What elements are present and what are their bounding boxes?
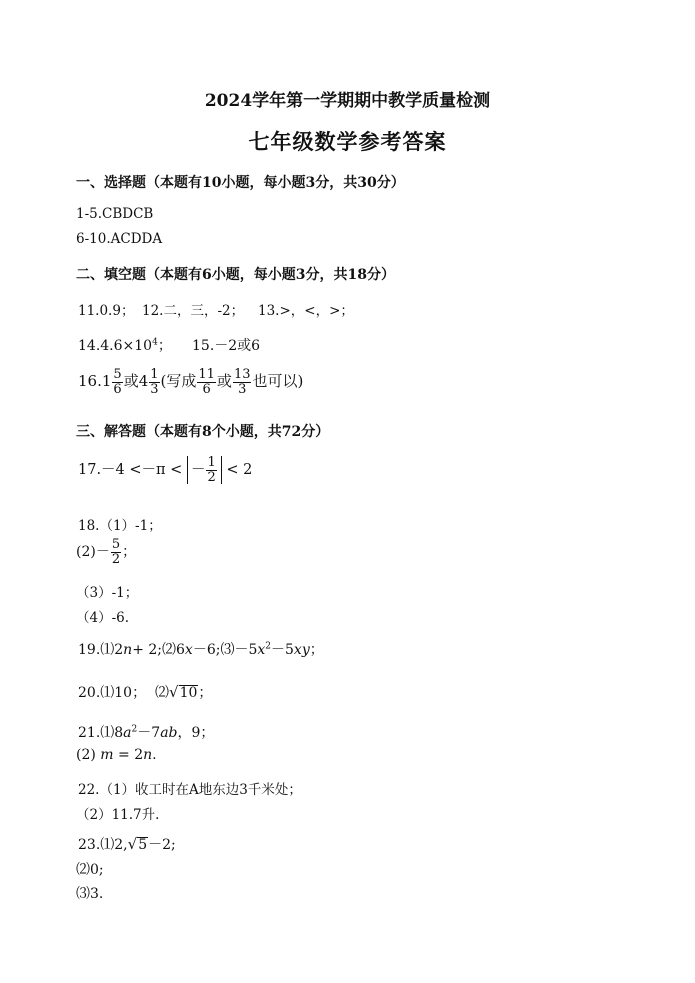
answer-q15: 15.－2或6 (192, 338, 261, 354)
q16-or-1: 或4 (123, 372, 149, 391)
q18-2-prefix: (2)－ (76, 544, 110, 561)
q19-var-n: n (123, 642, 133, 658)
answer-q18-3: （3）-1； (76, 585, 139, 601)
q17-abs-num: 1 (207, 455, 216, 470)
q21-part-a: 21.⑴8 (78, 725, 124, 741)
q20-radical-icon: √ (169, 683, 179, 701)
answer-line-1-5: 1-5.CBDCB (76, 206, 154, 222)
q16-f3-num: 11 (198, 367, 215, 382)
q16-f4-num: 13 (233, 367, 251, 382)
answer-q19 (78, 639, 324, 659)
q23-sqrt (128, 837, 148, 853)
q19-part-b: + 2;⑵6 (132, 642, 185, 658)
answer-key-title: 七年级数学参考答案 (248, 129, 447, 154)
q16-f1-num: 5 (113, 367, 122, 382)
q16-fraction-2 (149, 368, 159, 396)
answer-q23-1 (78, 834, 176, 854)
q19-end: ； (309, 642, 324, 658)
answer-line-6-10: 6-10.ACDDA (76, 231, 163, 247)
q20-end: ； (198, 685, 213, 701)
q21-part-b: －7 (137, 725, 161, 741)
section-heading-choice: 一、选择题（本题有10小题，每小题3分，共30分） (76, 175, 405, 191)
answer-q22-2: （2）11.7升. (76, 807, 160, 823)
q17-prefix: 17.－4 <－π < (78, 462, 183, 479)
q17-abs-den: 2 (207, 469, 216, 485)
answer-q16 (78, 368, 303, 396)
q19-var-x2: x (257, 642, 266, 658)
answer-q22-1: 22.（1）收工时在A地东边3千米处； (78, 782, 302, 798)
q14-end: ； (157, 338, 172, 354)
q21-2-var-m: m (100, 747, 114, 763)
q19-part-a: 19.⑴2 (78, 642, 124, 658)
q21-2-end: . (152, 747, 157, 763)
q18-2-num: 5 (111, 537, 121, 552)
q21-2-var-n: n (143, 747, 153, 763)
answer-q14 (78, 335, 172, 355)
q20-part-b: ⑵ (155, 685, 169, 701)
answer-q21-2 (76, 747, 157, 763)
q21-2-prefix: (2) (76, 747, 96, 763)
q23-part-b: －2; (148, 837, 176, 853)
q18-2-den: 2 (111, 551, 121, 567)
answer-q23-3: ⑶3. (76, 886, 104, 902)
q23-radical-icon: √ (127, 835, 138, 853)
q19-var-x: x (184, 642, 193, 658)
q21-exponent: 2 (131, 724, 138, 735)
q16-prefix: 16.1 (78, 372, 112, 391)
q16-fraction-1 (112, 368, 122, 396)
q20-sqrt (169, 685, 198, 701)
answer-q12: 12.二，三，-2； (142, 303, 245, 319)
answer-q17 (78, 456, 252, 484)
q23-part-a: 23.⑴2, (78, 837, 128, 853)
q19-part-c: －6;⑶－5 (192, 642, 258, 658)
q19-part-d: －5 (271, 642, 294, 658)
q16-or-2: 或 (216, 372, 232, 391)
q19-var-xy: xy (293, 642, 310, 658)
q14-mantissa: 4.6×10 (100, 338, 153, 354)
q16-mid: (写成 (160, 372, 197, 391)
q14-exponent: 4 (152, 337, 158, 348)
answer-q18-1: 18.（1）-1； (78, 518, 162, 534)
q20-radicand: 10 (179, 685, 198, 701)
q20-part-a: 20.⑴10； (78, 685, 147, 701)
q16-f1-den: 6 (113, 381, 122, 397)
q19-exponent: 2 (265, 641, 271, 652)
q16-fraction-3 (197, 368, 216, 396)
section-heading-solve: 三、解答题（本题有8个小题，共72分） (76, 424, 330, 440)
q18-2-fraction (111, 538, 121, 566)
q21-var-a: a (123, 725, 132, 741)
q23-radicand: 5 (138, 837, 148, 853)
answer-q13: 13.>，<，>； (258, 303, 354, 319)
q16-fraction-4 (233, 368, 252, 396)
q21-2-eq: = 2 (113, 747, 144, 763)
q16-tail: 也可以) (252, 372, 304, 391)
answer-q18-2 (76, 538, 136, 566)
q17-abs-sign: － (190, 462, 206, 479)
answer-q18-4: （4）-6. (76, 610, 130, 626)
answer-q11: 11.0.9； (78, 303, 135, 319)
q21-part-c: ，9； (177, 725, 215, 741)
answer-q21-1 (78, 722, 214, 742)
answer-q20 (78, 682, 212, 702)
section-heading-fill: 二、填空题（本题有6小题，每小题3分，共18分） (76, 267, 395, 283)
answer-q23-2: ⑵0; (76, 862, 104, 878)
q17-tail: < 2 (226, 462, 253, 479)
q21-var-ab: ab (160, 725, 178, 741)
q17-absolute-value (187, 456, 222, 484)
q14-prefix: 14. (78, 338, 101, 354)
q17-fraction (206, 456, 216, 484)
q16-f2-num: 1 (150, 367, 159, 382)
q16-f2-den: 3 (150, 381, 159, 397)
exam-title: 2024学年第一学期期中教学质量检测 (204, 91, 491, 111)
q18-2-tail: ； (122, 544, 137, 561)
q16-f3-den: 6 (202, 381, 211, 397)
q16-f4-den: 3 (238, 381, 247, 397)
